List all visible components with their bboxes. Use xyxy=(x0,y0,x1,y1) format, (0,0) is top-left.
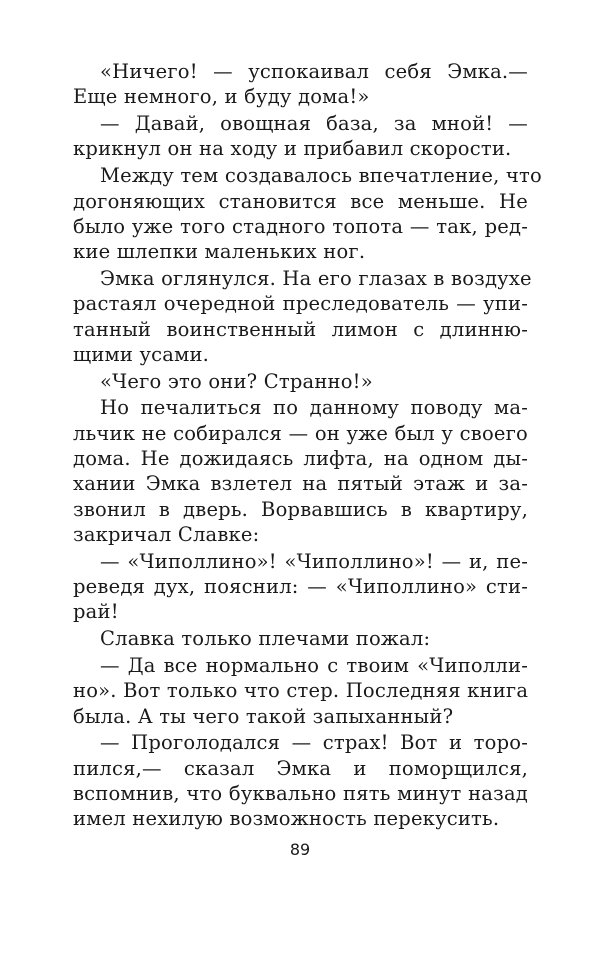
text-line: закричал Славке: xyxy=(73,522,260,546)
text-line: вспомнив, что буквально пять минут назад xyxy=(73,781,528,805)
text-line: звонил в дверь. Ворвавшись в квартиру, xyxy=(73,497,528,521)
text-line: догоняющих становится все меньше. Не xyxy=(73,189,528,213)
text-line: щими усами. xyxy=(73,342,210,366)
text-line: танный воинственный лимон с длинню- xyxy=(73,317,528,341)
text-line: Но печалиться по данному поводу ма- xyxy=(100,396,528,420)
text-line: — «Чиполлино»! «Чиполлино»! — и, пе- xyxy=(100,549,528,573)
text-line: крикнул он на ходу и прибавил скорости. xyxy=(73,137,512,161)
text-line: было уже того стадного топота — так, ред- xyxy=(73,214,528,238)
text-line: Славка только плечами пожал: xyxy=(100,627,431,651)
text-line: кие шлепки маленьких ног. xyxy=(73,240,366,264)
text-line: Между тем создавалось впечатление, что xyxy=(100,164,542,188)
text-line: — Проголодался — страх! Вот и торо- xyxy=(100,731,528,755)
text-line: реведя дух, пояснил: — «Чиполлино» сти- xyxy=(73,575,528,598)
text-line: имел нехилую возможность перекусить. xyxy=(73,807,500,831)
text-line: дома. Не дожидаясь лифта, на одном ды- xyxy=(73,447,528,470)
text-line: — Да все нормально с твоим «Чиполли- xyxy=(100,653,528,677)
text-line: рай! xyxy=(73,600,119,624)
text-line: льчик не собирался — он уже был у своего xyxy=(73,421,528,445)
text-line: — Давай, овощная база, за мной! — xyxy=(100,112,528,136)
text-line: Еще немного, и буду дома!» xyxy=(73,85,370,109)
text-line: Эмка оглянулся. На его глазах в воздухе xyxy=(100,266,532,290)
text-line: «Ничего! — успокаивал себя Эмка.— xyxy=(100,60,528,83)
text-line: но». Вот только что стер. Последняя книга xyxy=(73,679,529,703)
page-number: 89 xyxy=(289,840,311,859)
text-line: растаял очередной преследователь — упи- xyxy=(73,292,528,316)
text-line: была. А ты чего такой запыханный? xyxy=(73,704,454,728)
text-line: пился,— сказал Эмка и поморщился, xyxy=(73,756,528,780)
text-line: «Чего это они? Странно!» xyxy=(100,369,373,393)
text-line: хании Эмка взлетел на пятый этаж и за- xyxy=(73,472,528,496)
